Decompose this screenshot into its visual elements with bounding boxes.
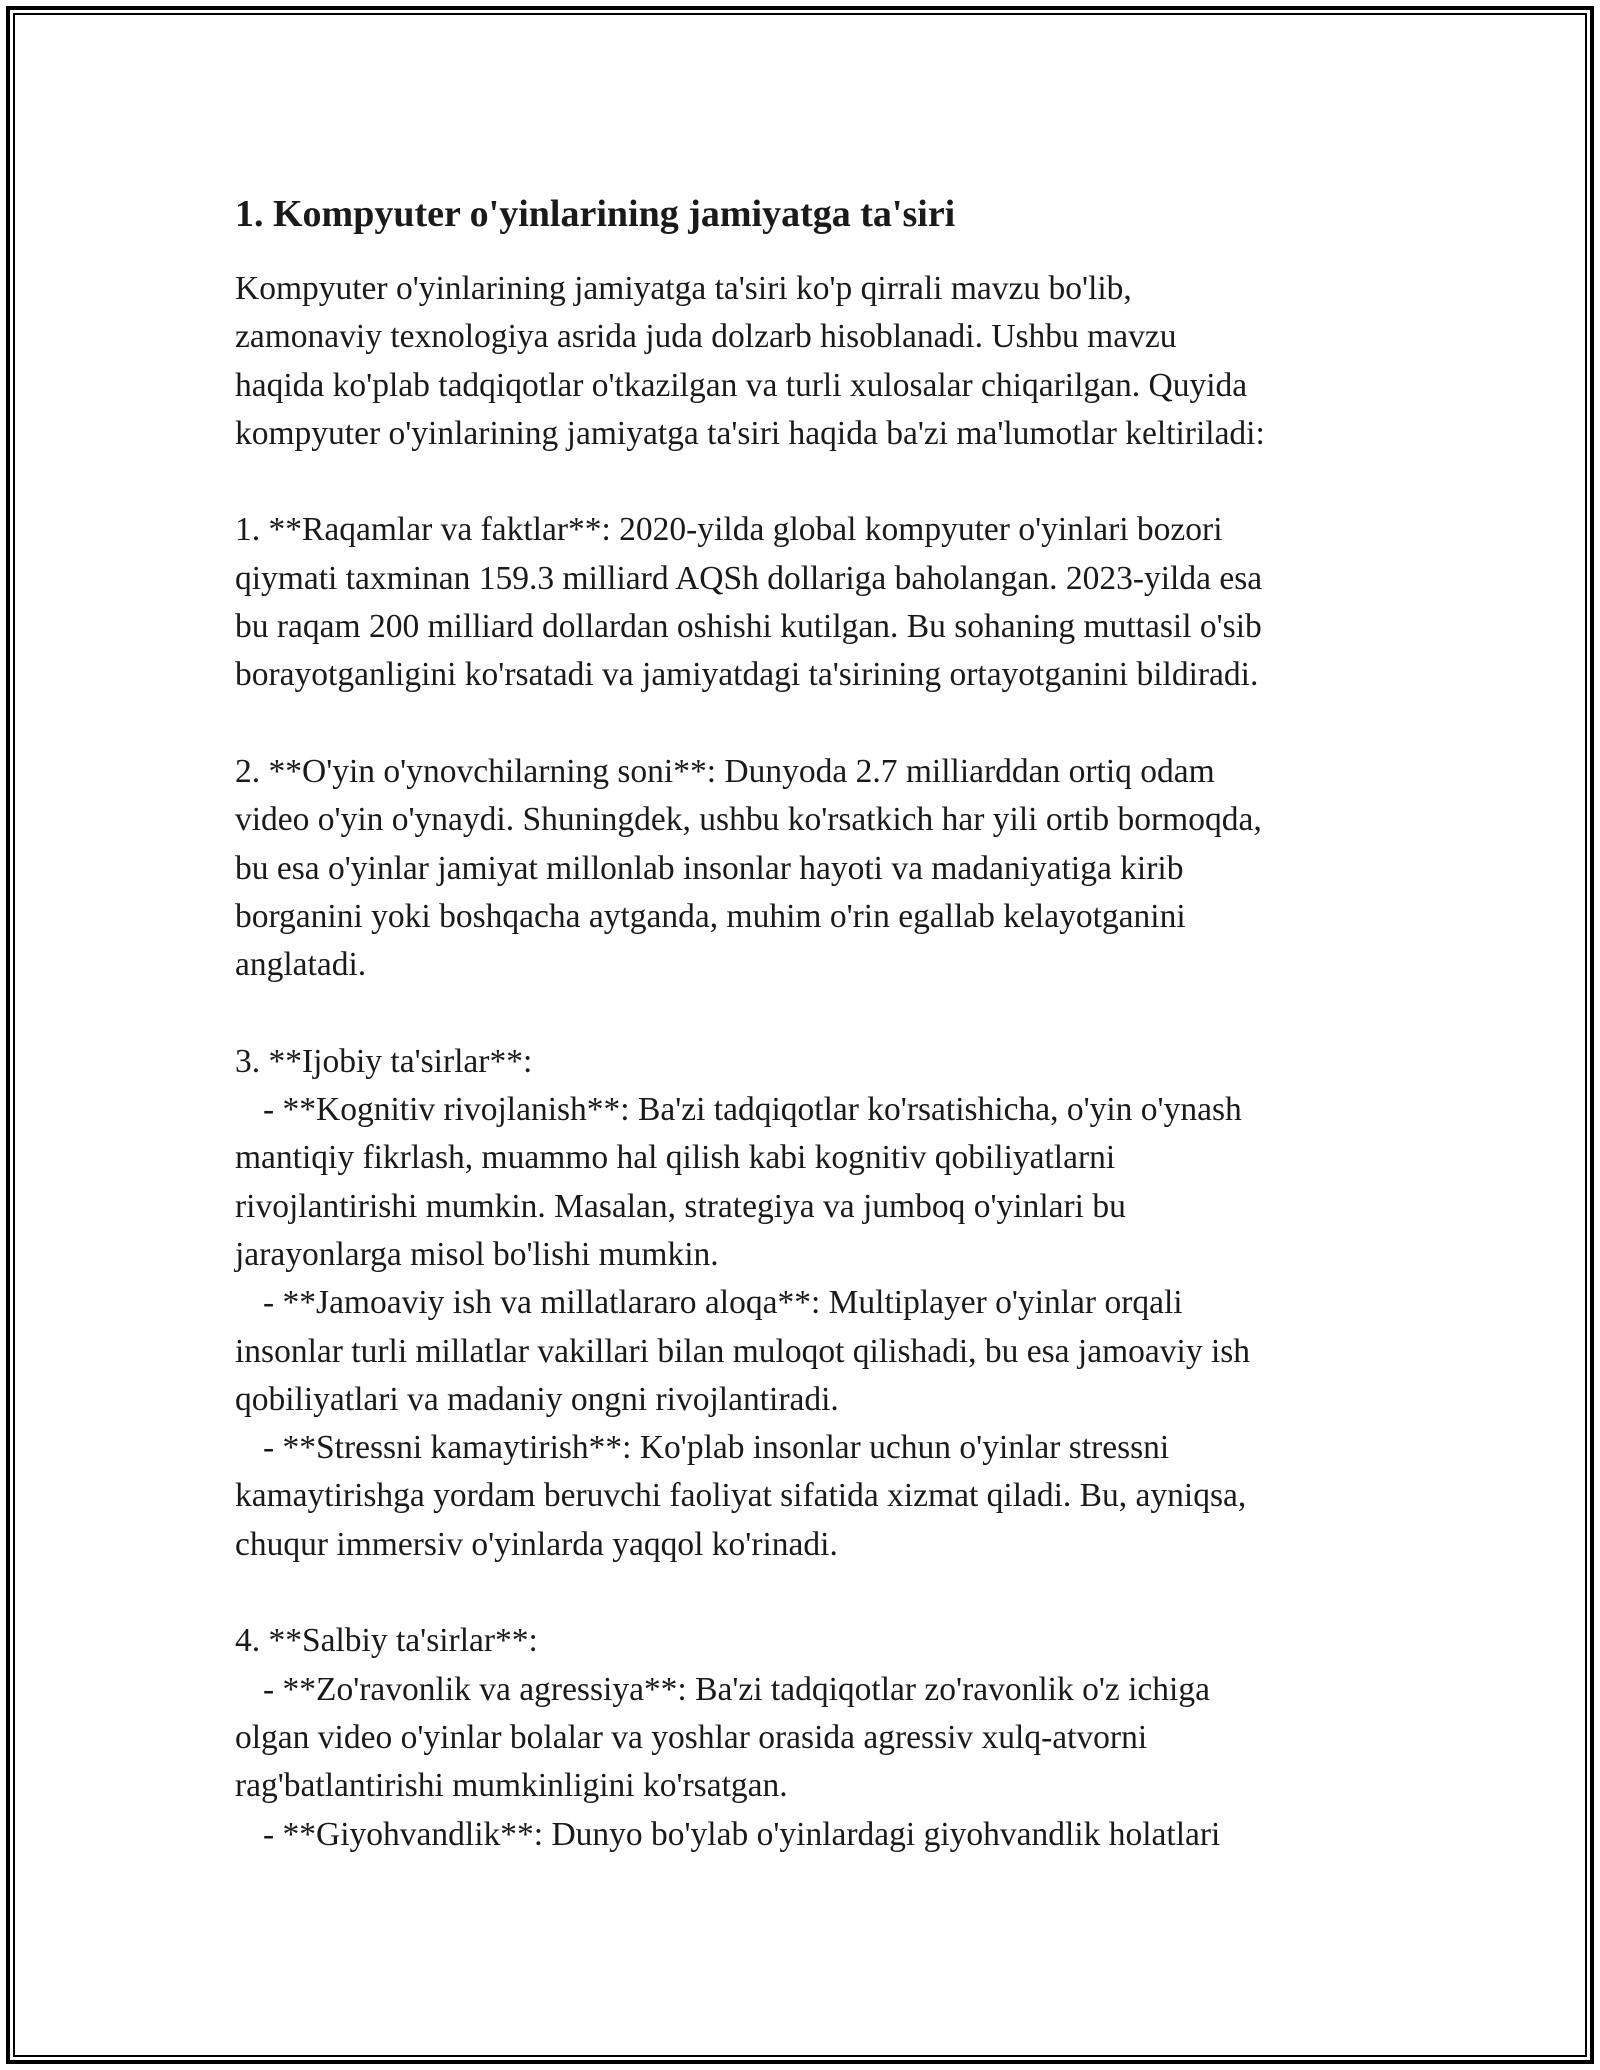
text-line: jarayonlarga misol bo'lishi mumkin. [235,1235,719,1273]
text-line: mantiqiy fikrlash, muammo hal qilish kabi kognitiv qobiliyatlarni [235,1139,1116,1177]
text-line: kompyuter o'yinlarining jamiyatga ta'siri haqida ba'zi ma'lumotlar keltiriladi: [235,414,1265,452]
text-line: insonlar turli millatlar vakillari bilan muloqot qilishadi, bu esa jamoaviy ish [235,1332,1251,1370]
paragraph-gap [235,700,1385,748]
section-2-paragraph [235,748,1385,989]
intro-paragraph [235,265,1385,458]
document-body [235,185,1385,1859]
list-item-line: - **Zo'ravonlik va agressiya**: Ba'zi tadqiqotlar zo'ravonlik o'z ichiga [263,1670,1210,1708]
text-line: video o'yin o'ynaydi. Shuningdek, ushbu ko'rsatkich har yili ortib bormoqda, [235,801,1262,839]
text-line: borganini yoki boshqacha aytganda, muhim o'rin egallab kelayotganini [235,897,1186,935]
text-line: 1. **Raqamlar va faktlar**: 2020-yilda global kompyuter o'yinlari bozori [235,511,1223,549]
section-3-paragraph [235,1038,1385,1569]
text-line: olgan video o'yinlar bolalar va yoshlar orasida agressiv xulq-atvorni [235,1718,1148,1756]
list-item-line: - **Giyohvandlik**: Dunyo bo'ylab o'yinlardagi giyohvandlik holatlari [263,1815,1221,1853]
text-line: zamonaviy texnologiya asrida juda dolzarb hisoblanadi. Ushbu mavzu [235,318,1177,356]
text-line: rag'batlantirishi mumkinligini ko'rsatgan. [235,1767,788,1805]
text-line: haqida ko'plab tadqiqotlar o'tkazilgan va turli xulosalar chiqarilgan. Quyida [235,366,1248,404]
paragraph-gap [235,989,1385,1037]
text-line: kamaytirishga yordam beruvchi faoliyat sifatida xizmat qiladi. Bu, ayniqsa, [235,1477,1247,1515]
list-item-line: - **Stressni kamaytirish**: Ko'plab insonlar uchun o'yinlar stressni [263,1429,1170,1467]
section-3-heading: 3. **Ijobiy ta'sirlar**: [235,1042,533,1080]
text-line: 2. **O'yin o'ynovchilarning soni**: Dunyoda 2.7 milliarddan ortiq odam [235,752,1215,790]
text-line: anglatadi. [235,946,367,984]
section-4-heading: 4. **Salbiy ta'sirlar**: [235,1622,538,1660]
text-line: chuqur immersiv o'yinlarda yaqqol ko'rinadi. [235,1525,838,1563]
text-line: Kompyuter o'yinlarining jamiyatga ta'siri ko'p qirrali mavzu bo'lib, [235,270,1132,307]
paragraph-gap [235,1569,1385,1617]
section-1-paragraph [235,506,1385,699]
text-line: borayotganligini ko'rsatadi va jamiyatdagi ta'sirining ortayotganini bildiradi. [235,656,1259,694]
text-line: bu raqam 200 milliard dollardan oshishi kutilgan. Bu sohaning muttasil o'sib [235,608,1262,646]
list-item-line: - **Jamoaviy ish va millatlararo aloqa**: Multiplayer o'yinlar orqali [263,1284,1183,1322]
text-line: rivojlantirishi mumkin. Masalan, strategiya va jumboq o'yinlari bu [235,1187,1126,1225]
paragraph-gap [235,458,1385,506]
section-4-paragraph [235,1617,1385,1858]
text-line: qiymati taxminan 159.3 milliard AQSh dollariga baholangan. 2023-yilda esa [235,559,1263,597]
list-item-line: - **Kognitiv rivojlanish**: Ba'zi tadqiqotlar ko'rsatishicha, o'yin o'ynash [263,1091,1242,1129]
page-title: 1. Kompyuter o'yinlarining jamiyatga ta'siri [235,193,956,235]
text-line: bu esa o'yinlar jamiyat millonlab insonlar hayoti va madaniyatiga kirib [235,849,1184,887]
text-line: qobiliyatlari va madaniy ongni rivojlantiradi. [235,1380,839,1418]
